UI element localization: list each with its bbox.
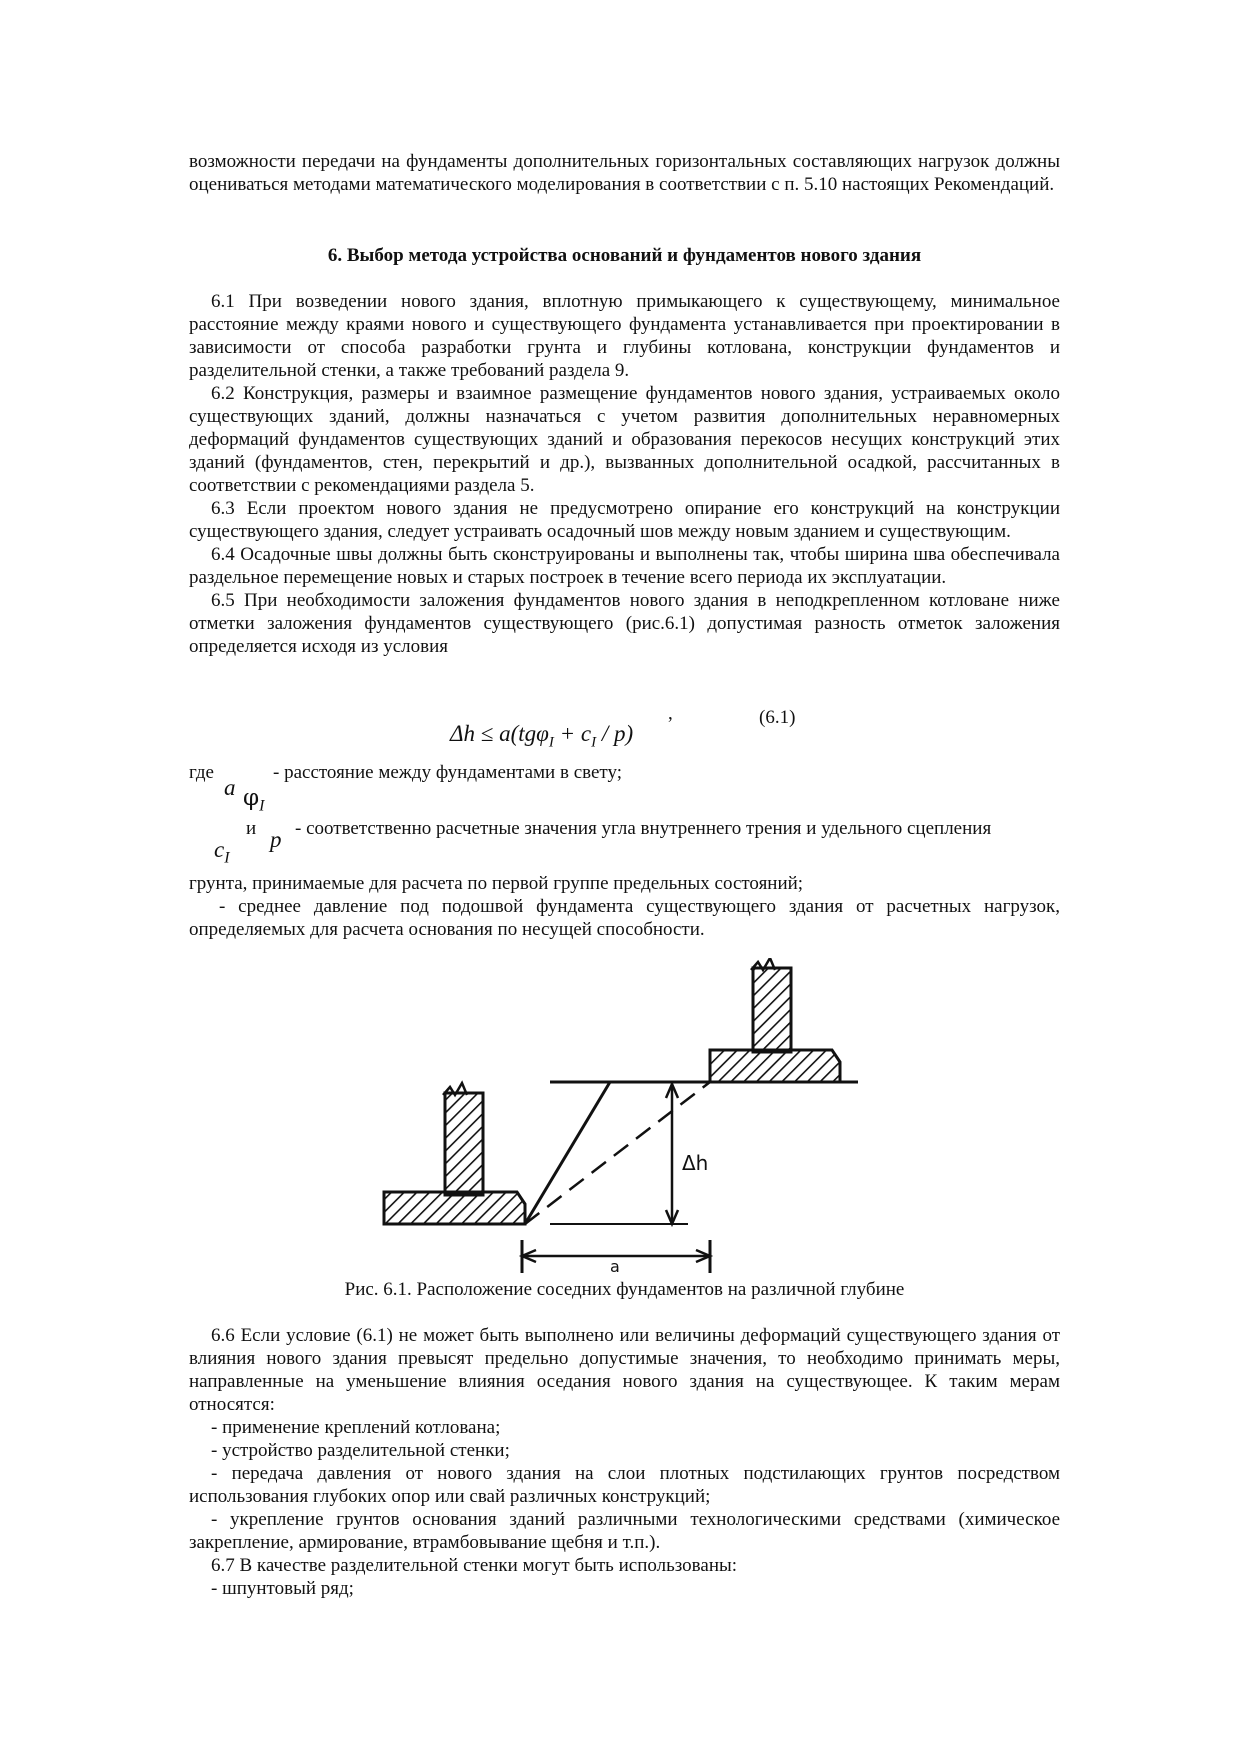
- paragraph-6-5: 6.5 При необходимости заложения фундаментов нового здания в неподкрепленном котловане ниже отметки заложения фундаментов существующего (рис.6.1) допустимая разность отметок заложения определяется исходя из условия: [189, 590, 1060, 657]
- lower-footing: [384, 1192, 525, 1224]
- symbol-phi: $\varphi_I$: [243, 785, 265, 815]
- lower-foundation: [384, 1083, 525, 1224]
- definition-a: - расстояние между фундаментами в свету;: [273, 762, 622, 783]
- paragraphs-6-6-onward: [189, 1324, 1060, 1600]
- formula-comma: ,: [668, 703, 673, 724]
- delta-h-label: Δh: [682, 1151, 709, 1175]
- paragraph-6-4: 6.4 Осадочные швы должны быть сконструированы и выполнены так, чтобы ширина шва обеспечивала раздельное перемещение новых и старых построек в течение всего периода их эксплуатации.: [189, 544, 1060, 588]
- definition-soil: грунта, принимаемые для расчета по первой группе предельных состояний;: [189, 873, 804, 894]
- measure-item: - применение креплений котлована;: [211, 1417, 501, 1438]
- figure-foundations-diagram: [370, 958, 870, 1273]
- measure-item: - передача давления от нового здания на слои плотных подстилающих грунтов посредством использования глубоких опор или свай различных конструкций;: [189, 1463, 1060, 1507]
- wall-item: - шпунтовый ряд;: [211, 1578, 354, 1599]
- symbol-c: $c_I$: [214, 837, 230, 867]
- a-label: a: [610, 1257, 620, 1273]
- definition-p: - среднее давление под подошвой фундамента существующего здания от расчетных нагрузок, определяемых для расчета основания по несущей способности.: [189, 896, 1060, 940]
- where-word: где: [189, 762, 214, 783]
- formula-mid: + c: [553, 721, 592, 746]
- symbol-p: p: [270, 827, 282, 852]
- formula-sub-phi: I: [548, 734, 554, 751]
- paragraph-6-2: 6.2 Конструкция, размеры и взаимное размещение фундаментов нового здания, устраиваемых около существующих зданий, должны назначаться с учетом развития дополнительных неравномерных деформаций фундаментов существующих зданий и образования перекосов несущих конструкций этих зданий (фундаментов, стен, перекрытий и др.), вызванных дополнительной осадкой, рассчитанных в соответствии с рекомендациями раздела 5.: [189, 383, 1060, 496]
- formula-number: (6.1): [759, 707, 796, 728]
- where-continuation: [189, 872, 1060, 941]
- paragraph-6-7: 6.7 В качестве разделительной стенки могут быть использованы:: [211, 1555, 738, 1576]
- paragraph-6-1: 6.1 При возведении нового здания, вплотную примыкающего к существующему, минимальное расстояние между краями нового и существующего фундамента устанавливается при проектировании в зависимости от способа разработки грунта и глубины котлована, конструкции фундаментов и разделительной стенки, а также требований раздела 9.: [189, 291, 1060, 381]
- paragraphs-6-1-to-6-5: [189, 290, 1060, 658]
- formula-rhs: / p): [596, 721, 634, 746]
- upper-wall: [753, 968, 791, 1052]
- upper-footing: [710, 1050, 840, 1082]
- definition-phi-c: - соответственно расчетные значения угла внутреннего трения и удельного сцепления: [295, 818, 992, 839]
- paragraph-6-3: 6.3 Если проектом нового здания не предусмотрено опирание его конструкций на конструкции существующего здания, следует устраивать осадочный шов между новым зданием и существующим.: [189, 498, 1060, 542]
- measure-item: - укрепление грунтов основания зданий различными технологическими средствами (химическое закрепление, армирование, втрамбовывание щебня и т.п.).: [189, 1509, 1060, 1553]
- paragraph-6-6: 6.6 Если условие (6.1) не может быть выполнено или величины деформаций существующего здания от влияния нового здания превысят предельно допустимые значения, то необходимо принимать меры, направленные на уменьшение влияния оседания нового здания на существующее. К таким мерам относятся:: [189, 1325, 1060, 1415]
- measure-item: - устройство разделительной стенки;: [211, 1440, 510, 1461]
- section-title: 6. Выбор метода устройства оснований и фундаментов нового здания: [327, 245, 922, 266]
- excavation-slope: [525, 1082, 610, 1224]
- lower-wall: [445, 1093, 483, 1195]
- symbol-a: a: [224, 775, 236, 800]
- upper-foundation: [710, 958, 840, 1082]
- paragraph-intro: возможности передачи на фундаменты дополнительных горизонтальных составляющих нагрузок должны оцениваться методами математического моделирования в соответствии с п. 5.10 настоящих Рекомендаций.: [189, 151, 1060, 195]
- formula-6-1: [450, 722, 633, 755]
- formula-sub-c: I: [591, 734, 597, 751]
- formula-lhs: Δh ≤ a(tgφ: [450, 721, 549, 746]
- figure-caption: Рис. 6.1. Расположение соседних фундаментов на различной глубине: [344, 1279, 905, 1300]
- and-word: и: [246, 818, 257, 839]
